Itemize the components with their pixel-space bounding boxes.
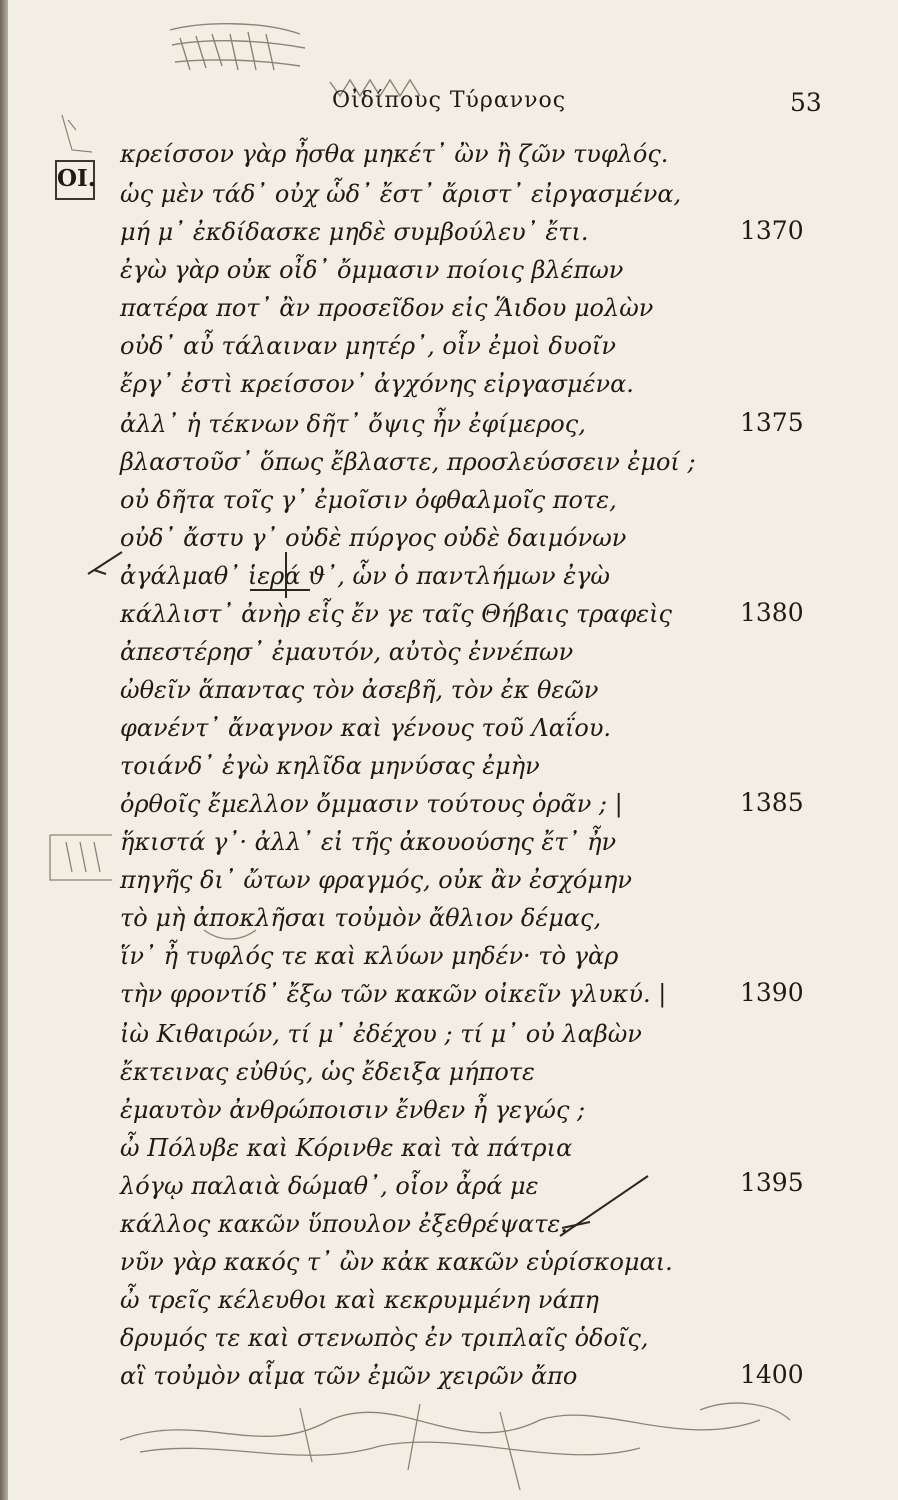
line-number: 1390 xyxy=(740,978,804,1007)
text-line: ἔργ᾽ ἐστὶ κρείσσον᾽ ἀγχόνης εἰργασμένα. xyxy=(120,370,634,398)
text-line: οὐ δῆτα τοῖς γ᾽ ἐμοῖσιν ὀφθαλμοῖς ποτε, xyxy=(120,486,617,514)
text-line: ἰὼ Κιθαιρών, τί μ᾽ ἐδέχου ; τί μ᾽ οὐ λαβὼν xyxy=(120,1020,642,1048)
text-line: ἀγάλμαθ᾽ ἱερά ϑ᾽, ὧν ὁ παντλήμων ἐγὼ xyxy=(120,562,610,590)
text-line: πηγῆς δι᾽ ὤτων φραγμός, οὐκ ἂν ἐσχόμην xyxy=(120,866,632,894)
speaker-margin-note: ΟΙ. xyxy=(55,160,95,200)
book-spine-shadow xyxy=(0,0,8,1500)
text-line: ὦ τρεῖς κέλευθοι καὶ κεκρυμμένη νάπη xyxy=(120,1286,599,1314)
text-line: ἀπεστέρησ᾽ ἐμαυτόν, αὐτὸς ἐννέπων xyxy=(120,638,574,666)
page-number: 53 xyxy=(790,88,822,117)
text-line: κάλλιστ᾽ ἀνὴρ εἷς ἔν γε ταῖς Θήβαις τραφεὶς xyxy=(120,600,672,628)
text-line: μή μ᾽ ἐκδίδασκε μηδὲ συμβούλευ᾽ ἔτι. xyxy=(120,218,589,246)
text-line: ὡς μὲν τάδ᾽ οὐχ ὧδ᾽ ἔστ᾽ ἄριστ᾽ εἰργασμένα, xyxy=(120,180,682,208)
text-line: ἐγὼ γὰρ οὐκ οἶδ᾽ ὄμμασιν ποίοις βλέπων xyxy=(120,256,624,284)
text-line: οὐδ᾽ αὖ τάλαιναν μητέρ᾽, οἷν ἐμοὶ δυοῖν xyxy=(120,332,616,360)
text-line: νῦν γὰρ κακός τ᾽ ὢν κἀκ κακῶν εὑρίσκομαι. xyxy=(120,1248,673,1276)
text-line: τοιάνδ᾽ ἐγὼ κηλῖδα μηνύσας ἐμὴν xyxy=(120,752,540,780)
text-line: ὦ Πόλυβε καὶ Κόρινθε καὶ τὰ πάτρια xyxy=(120,1134,573,1162)
text-line: βλαστοῦσ᾽ ὅπως ἔβλαστε, προσλεύσσειν ἐμοί ; xyxy=(120,448,696,476)
text-line: ὠθεῖν ἅπαντας τὸν ἀσεβῆ, τὸν ἐκ θεῶν xyxy=(120,676,599,704)
text-line: ἐμαυτὸν ἀνθρώποισιν ἔνθεν ἦ γεγώς ; xyxy=(120,1096,586,1124)
text-line: πατέρα ποτ᾽ ἂν προσεῖδον εἰς Ἅιδου μολὼν xyxy=(120,294,654,322)
text-line: φανέντ᾽ ἄναγνον καὶ γένους τοῦ Λαΐου. xyxy=(120,714,612,742)
text-line: αἳ τοὐμὸν αἷμα τῶν ἐμῶν χειρῶν ἄπο xyxy=(120,1362,578,1390)
text-line: κρείσσον γὰρ ἦσθα μηκέτ᾽ ὢν ἢ ζῶν τυφλός. xyxy=(120,140,669,168)
line-number: 1385 xyxy=(740,788,804,817)
text-line: δρυμός τε καὶ στενωπὸς ἐν τριπλαῖς ὁδοῖς, xyxy=(120,1324,649,1352)
text-line: ἔκτεινας εὐθύς, ὡς ἔδειξα μήποτε xyxy=(120,1058,535,1086)
line-number: 1380 xyxy=(740,598,804,627)
text-line: ἀλλ᾽ ἡ τέκνων δῆτ᾽ ὄψις ἦν ἐφίμερος, xyxy=(120,410,586,438)
line-number: 1400 xyxy=(740,1360,804,1389)
line-number: 1375 xyxy=(740,408,804,437)
line-number: 1395 xyxy=(740,1168,804,1197)
line-number: 1370 xyxy=(740,216,804,245)
text-line: οὐδ᾽ ἄστυ γ᾽ οὐδὲ πύργος οὐδὲ δαιμόνων xyxy=(120,524,627,552)
text-line: ἥκιστά γ᾽· ἀλλ᾽ εἰ τῆς ἀκουούσης ἔτ᾽ ἦν xyxy=(120,828,617,856)
running-title: Οἰδίπους Τύραννος xyxy=(331,88,567,113)
text-line: λόγῳ παλαιὰ δώμαθ᾽, οἷον ἆρά με xyxy=(120,1172,539,1200)
text-line: κάλλος κακῶν ὕπουλον ἐξεθρέψατε. xyxy=(120,1210,568,1238)
text-line: ἵν᾽ ἦ τυφλός τε καὶ κλύων μηδέν· τὸ γὰρ xyxy=(120,942,619,970)
text-line: ὀρθοῖς ἔμελλον ὄμμασιν τούτους ὁρᾶν ; | xyxy=(120,790,623,818)
text-line: τὸ μὴ ἀποκλῆσαι τοὐμὸν ἄθλιον δέμας, xyxy=(120,904,602,932)
text-line: τὴν φροντίδ᾽ ἔξω τῶν κακῶν οἰκεῖν γλυκύ. | xyxy=(120,980,667,1008)
